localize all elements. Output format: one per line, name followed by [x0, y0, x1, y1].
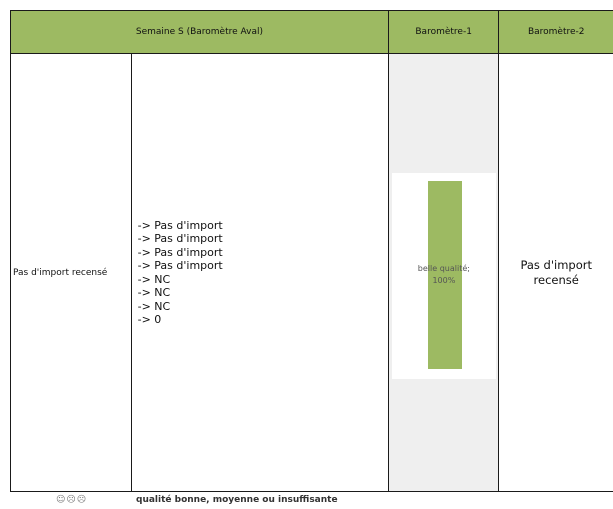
chart-data-label	[392, 263, 496, 287]
list-item: -> 0	[137, 313, 162, 326]
header-barometre-1: Baromètre-1	[388, 11, 499, 54]
list-item: -> Pas d'import	[137, 232, 223, 245]
list-item: -> NC	[137, 299, 171, 313]
row-label: Pas d'import recensé	[11, 54, 132, 492]
list-item: -> NC	[137, 286, 171, 299]
barometre-1-cell	[388, 54, 499, 492]
header-row	[11, 11, 613, 54]
barometre-2-cell: Pas d'import recensé	[499, 54, 613, 492]
chart-data-label-category: belle qualité;	[417, 264, 470, 273]
list-item: -> Pas d'import	[137, 218, 223, 232]
legend	[56, 495, 338, 505]
quality-chart	[392, 173, 496, 379]
list-item: -> Pas d'import	[137, 259, 223, 272]
table-row	[11, 54, 613, 492]
barometer-table	[10, 10, 613, 492]
chart-data-label-value: 100%	[432, 276, 456, 285]
legend-text: qualité bonne, moyenne ou insuffisante	[136, 495, 338, 505]
list-item: -> NC	[137, 272, 171, 286]
header-barometre-2: Baromètre-2	[499, 11, 613, 54]
import-list	[131, 54, 388, 492]
list-item: -> Pas d'import	[137, 245, 223, 259]
smiley-icons: ☺☹☹	[56, 495, 88, 505]
header-semaine: Semaine S (Baromètre Aval)	[11, 11, 389, 54]
